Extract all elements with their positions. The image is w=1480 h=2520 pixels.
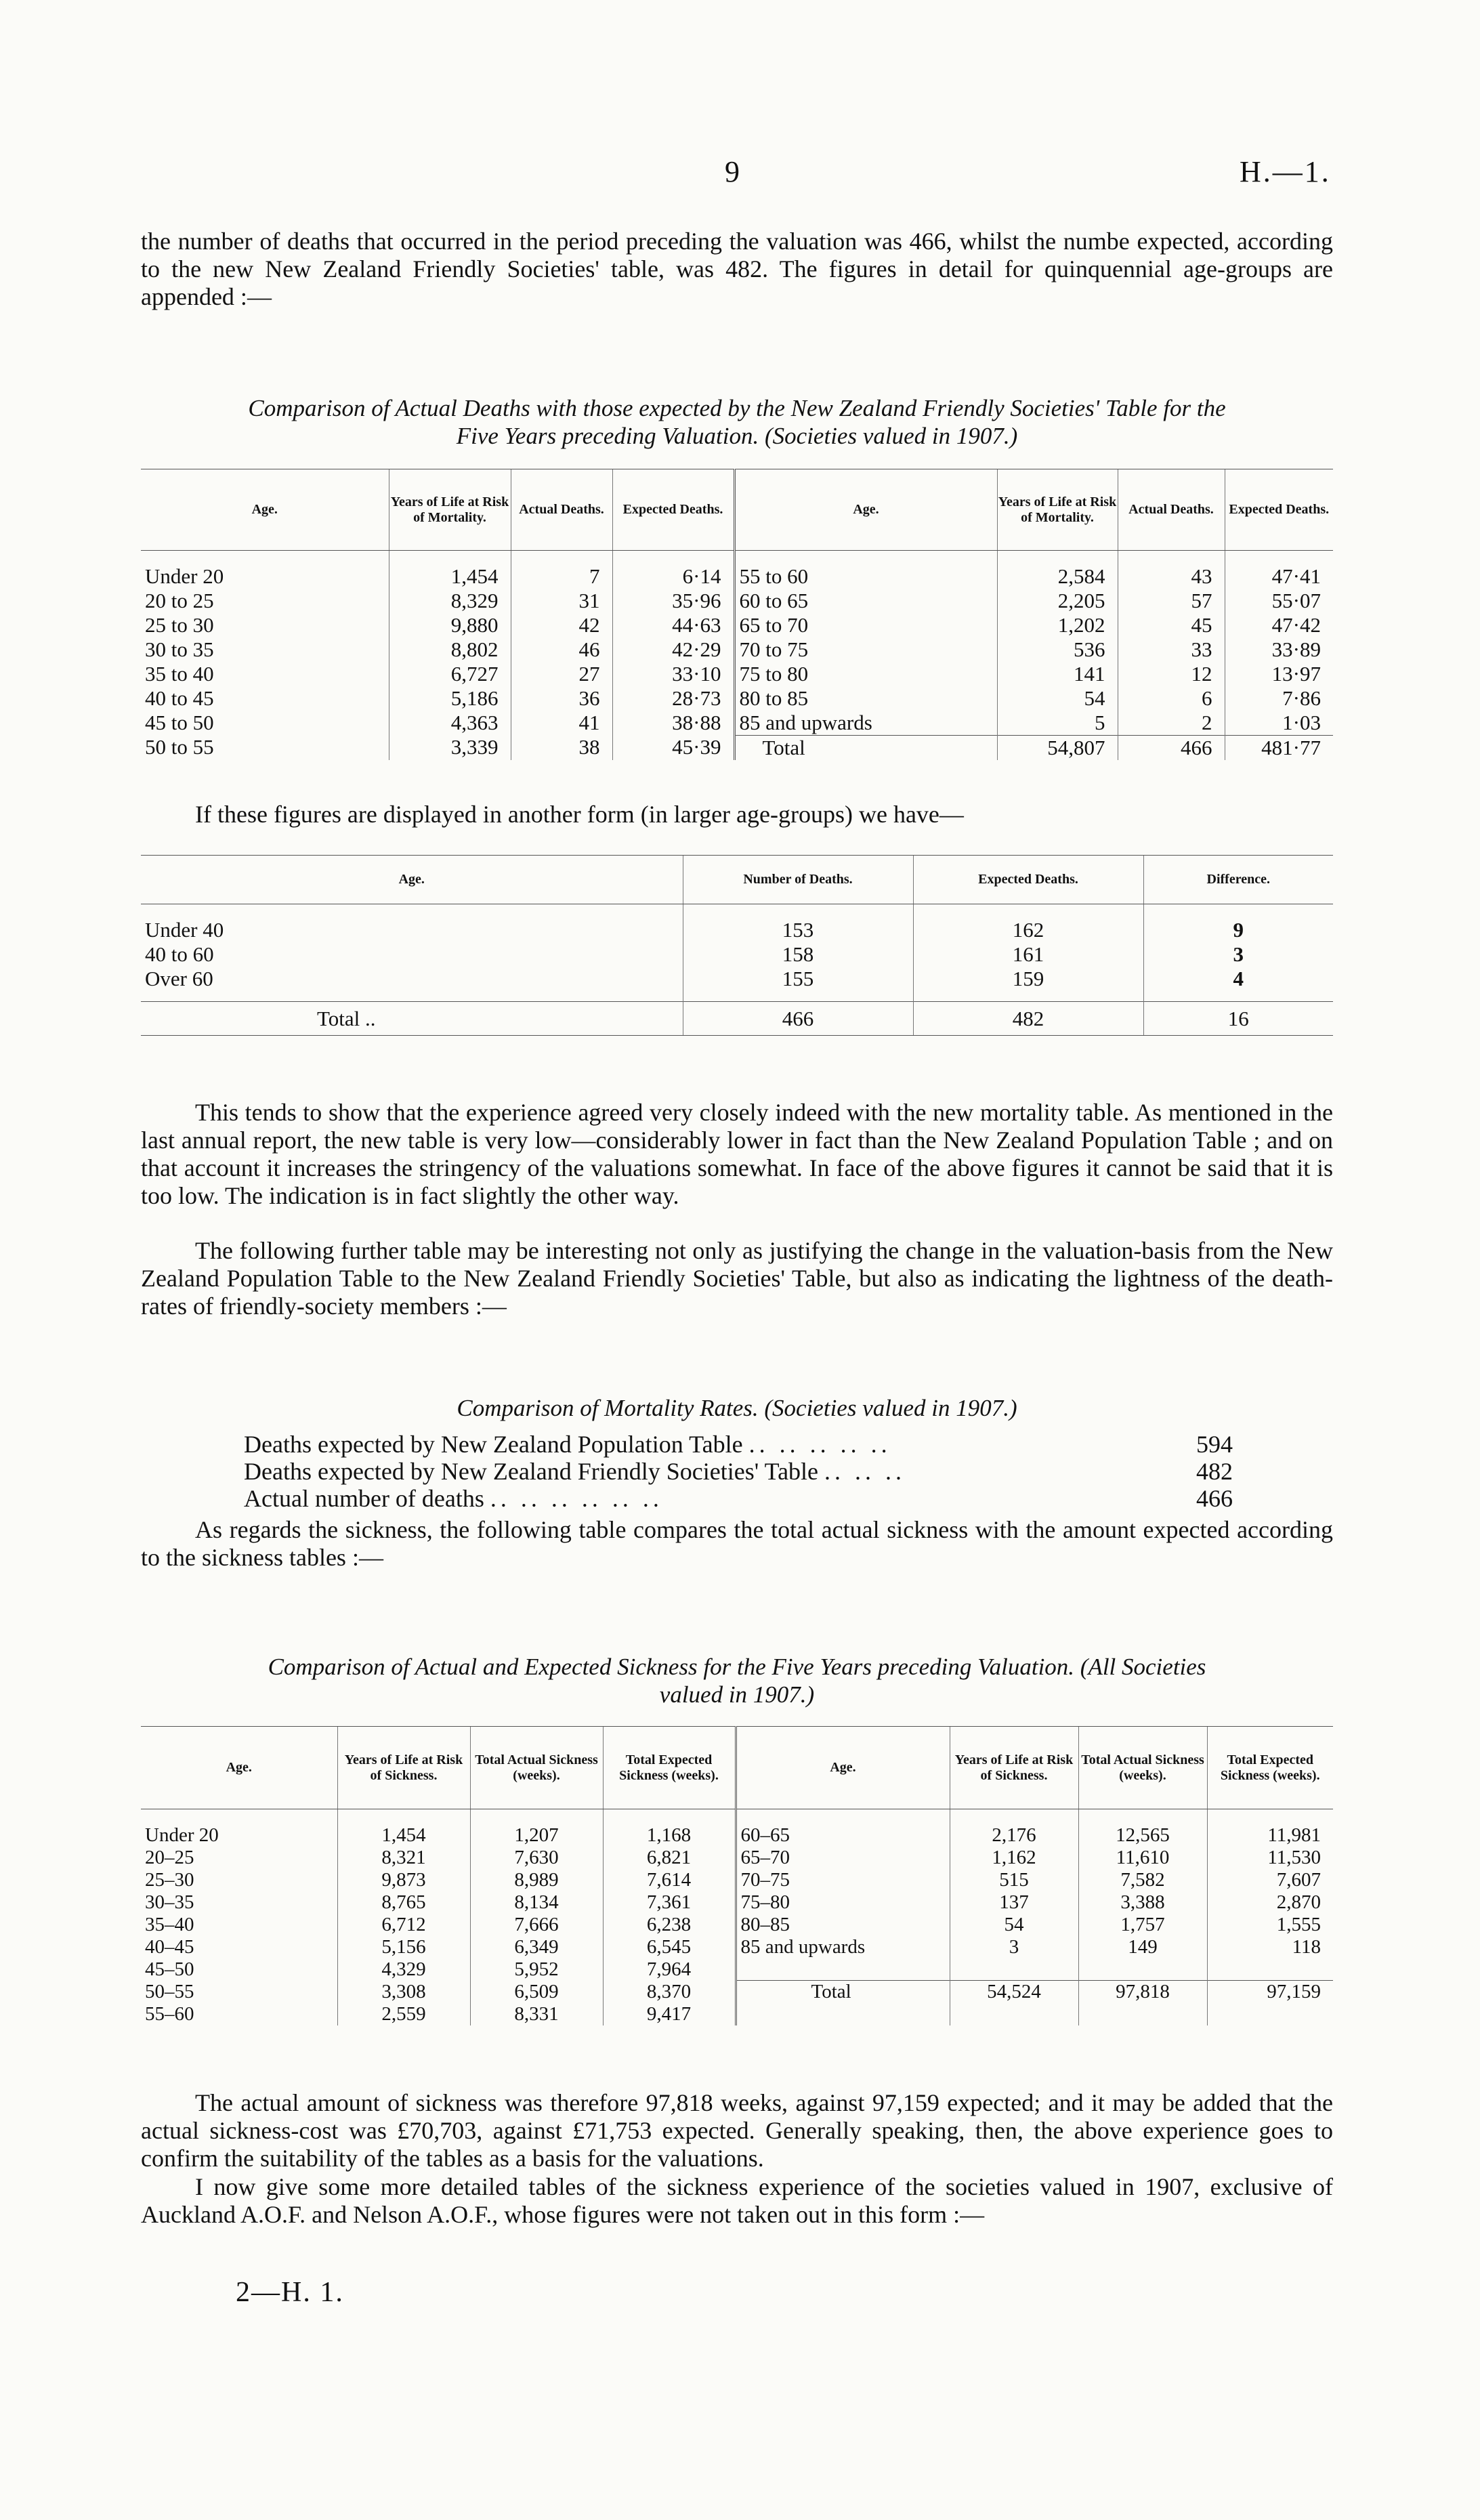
actual-cell: 7 bbox=[511, 564, 612, 589]
expected-cell: 6·14 bbox=[612, 564, 734, 589]
age-cell: 45–50 bbox=[145, 1958, 194, 1980]
years-cell: 2,205 bbox=[997, 589, 1118, 613]
leader-dots: .. .. .. .. .. bbox=[748, 1431, 891, 1458]
expected-cell: 47·42 bbox=[1225, 613, 1333, 637]
mortality-row bbox=[244, 1485, 1233, 1512]
age-cell: 45 to 50 bbox=[145, 710, 214, 734]
table3-caption-line2: valued in 1907.) bbox=[659, 1681, 815, 1708]
table-row bbox=[141, 1981, 1333, 2004]
age-cell: 25 to 30 bbox=[145, 612, 214, 637]
expected-cell: 1,168 bbox=[603, 1824, 736, 1847]
age-cell: Under 20 bbox=[145, 564, 224, 588]
age-cell: 25–30 bbox=[145, 1868, 194, 1891]
table3-header-years-right: Years of Life at Risk of Sickness. bbox=[950, 1727, 1078, 1809]
difference-cell: 4 bbox=[1143, 967, 1333, 991]
actual-cell: 57 bbox=[1118, 589, 1225, 613]
actual-cell: 31 bbox=[511, 589, 612, 613]
age-cell: 65–70 bbox=[736, 1847, 950, 1869]
expected-cell: 33·89 bbox=[1225, 637, 1333, 662]
actual-cell: 45 bbox=[1118, 613, 1225, 637]
table-row bbox=[141, 686, 1333, 711]
actual-cell: 36 bbox=[511, 686, 612, 711]
expected-cell: 6,545 bbox=[603, 1936, 736, 1958]
table1-caption-line2-text: Five Years preceding Valuation. bbox=[456, 423, 759, 449]
years-cell: 9,880 bbox=[389, 613, 511, 637]
expected-cell: 35·96 bbox=[612, 589, 734, 613]
years-cell: 54 bbox=[997, 686, 1118, 711]
actual-cell: 149 bbox=[1078, 1936, 1207, 1958]
actual-cell: 5,952 bbox=[470, 1958, 603, 1981]
table3-header-actual-left: Total Actual Sickness (weeks). bbox=[470, 1727, 603, 1809]
mortality-caption bbox=[141, 1394, 1333, 1422]
table1-header-years-left: Years of Life at Risk of Mortality. bbox=[389, 469, 511, 551]
years-cell: 4,329 bbox=[337, 1958, 470, 1981]
actual-cell: 6 bbox=[1118, 686, 1225, 711]
table-row bbox=[141, 2003, 1333, 2025]
table3-caption-line1: Comparison of Actual and Expected Sickness for the Five Years preceding Valuation. (All Societies bbox=[268, 1654, 1206, 1680]
age-cell: 30–35 bbox=[145, 1891, 194, 1913]
paragraph-further-table-text: The following further table may be interesting not only as justifying the change in the valuation-basis from the New Zealand Population Table to the New Zealand Friendly Societies' Table, but also as indicating the lightness of the death-rates of friendly-society members :— bbox=[141, 1237, 1333, 1320]
actual-cell: 1,207 bbox=[470, 1824, 603, 1847]
total-difference-cell: 16 bbox=[1143, 1002, 1333, 1036]
years-cell: 6,712 bbox=[337, 1914, 470, 1936]
actual-cell: 8,134 bbox=[470, 1891, 603, 1914]
total-actual-cell: 466 bbox=[1118, 735, 1225, 760]
years-cell: 8,321 bbox=[337, 1847, 470, 1869]
age-cell: 70 to 75 bbox=[734, 637, 997, 662]
age-cell: 65 to 70 bbox=[734, 613, 997, 637]
age-cell: 40 to 60 bbox=[145, 942, 214, 966]
actual-cell: 27 bbox=[511, 662, 612, 686]
expected-cell: 1,555 bbox=[1207, 1914, 1333, 1936]
expected-cell: 7,361 bbox=[603, 1891, 736, 1914]
table2-header-age: Age. bbox=[141, 856, 683, 904]
expected-cell: 162 bbox=[913, 918, 1143, 942]
expected-cell: 8,370 bbox=[603, 1981, 736, 2004]
actual-cell: 42 bbox=[511, 613, 612, 637]
expected-cell: 42·29 bbox=[612, 637, 734, 662]
actual-cell: 2 bbox=[1118, 711, 1225, 736]
years-cell: 1,454 bbox=[389, 564, 511, 589]
actual-cell: 12,565 bbox=[1078, 1824, 1207, 1847]
table1-caption bbox=[141, 394, 1333, 450]
expected-cell: 11,981 bbox=[1207, 1824, 1333, 1847]
age-cell: 75–80 bbox=[736, 1891, 950, 1914]
expected-cell: 7,614 bbox=[603, 1869, 736, 1891]
age-cell: 60 to 65 bbox=[734, 589, 997, 613]
age-groups-table bbox=[141, 855, 1333, 1036]
table1-header-expected-right: Expected Deaths. bbox=[1225, 469, 1333, 551]
table1-header-expected-left: Expected Deaths. bbox=[612, 469, 734, 551]
difference-cell: 3 bbox=[1143, 942, 1333, 967]
age-cell: 55 to 60 bbox=[734, 564, 997, 589]
footer-signature: 2—H. 1. bbox=[236, 2277, 344, 2308]
age-cell: Under 40 bbox=[145, 917, 224, 942]
actual-cell: 12 bbox=[1118, 662, 1225, 686]
table-row bbox=[141, 918, 1333, 942]
expected-cell: 161 bbox=[913, 942, 1143, 967]
years-cell: 3 bbox=[950, 1936, 1078, 1958]
table1-header-age-left: Age. bbox=[141, 469, 389, 551]
number-cell: 153 bbox=[683, 918, 913, 942]
total-label-cell: Total .. bbox=[141, 1002, 683, 1036]
table3-header-years-left: Years of Life at Risk of Sickness. bbox=[337, 1727, 470, 1809]
leader-dots: .. .. .. .. .. .. bbox=[490, 1485, 663, 1512]
mortality-caption-text: Comparison of Mortality Rates. bbox=[457, 1395, 759, 1421]
years-cell: 141 bbox=[997, 662, 1118, 686]
total-expected-cell: 482 bbox=[913, 1002, 1143, 1036]
table3-header-expected-left: Total Expected Sickness (weeks). bbox=[603, 1727, 736, 1809]
age-cell: 80–85 bbox=[736, 1914, 950, 1936]
actual-cell: 3,388 bbox=[1078, 1891, 1207, 1914]
years-cell: 5,186 bbox=[389, 686, 511, 711]
years-cell: 1,454 bbox=[337, 1824, 470, 1847]
years-cell: 137 bbox=[950, 1891, 1078, 1914]
table2-header-difference: Difference. bbox=[1143, 856, 1333, 904]
table-row bbox=[141, 564, 1333, 589]
years-cell: 536 bbox=[997, 637, 1118, 662]
years-cell: 2,559 bbox=[337, 2003, 470, 2025]
age-cell: 35–40 bbox=[145, 1913, 194, 1935]
years-cell: 8,765 bbox=[337, 1891, 470, 1914]
actual-cell: 1,757 bbox=[1078, 1914, 1207, 1936]
age-cell: 80 to 85 bbox=[734, 686, 997, 711]
table1-header-actual-right: Actual Deaths. bbox=[1118, 469, 1225, 551]
actual-cell: 7,666 bbox=[470, 1914, 603, 1936]
expected-cell: 55·07 bbox=[1225, 589, 1333, 613]
years-cell: 6,727 bbox=[389, 662, 511, 686]
table-row bbox=[141, 942, 1333, 967]
years-cell: 2,176 bbox=[950, 1824, 1078, 1847]
expected-cell: 47·41 bbox=[1225, 564, 1333, 589]
paragraph-experience bbox=[141, 1099, 1333, 1210]
expected-cell: 11,530 bbox=[1207, 1847, 1333, 1869]
paragraph-further-table bbox=[141, 1237, 1333, 1320]
table3-header-age-left: Age. bbox=[141, 1727, 337, 1809]
table-row bbox=[141, 637, 1333, 662]
years-cell: 8,802 bbox=[389, 637, 511, 662]
number-cell: 158 bbox=[683, 942, 913, 967]
table1-header-age-right: Age. bbox=[734, 469, 997, 551]
table1-caption-line1: Comparison of Actual Deaths with those expected by the New Zealand Friendly Societies' Table for the bbox=[248, 395, 1226, 421]
actual-cell: 33 bbox=[1118, 637, 1225, 662]
table1-header-actual-left: Actual Deaths. bbox=[511, 469, 612, 551]
years-cell: 1,202 bbox=[997, 613, 1118, 637]
years-cell: 8,329 bbox=[389, 589, 511, 613]
leader-dots: .. .. .. bbox=[824, 1458, 906, 1485]
total-label-cell: Total bbox=[734, 735, 997, 760]
expected-cell: 7,607 bbox=[1207, 1869, 1333, 1891]
actual-cell: 8,331 bbox=[470, 2003, 603, 2025]
table-row bbox=[141, 1891, 1333, 1914]
years-cell: 5 bbox=[997, 711, 1118, 736]
expected-cell: 6,238 bbox=[603, 1914, 736, 1936]
expected-cell: 28·73 bbox=[612, 686, 734, 711]
table3-header-expected-right: Total Expected Sickness (weeks). bbox=[1207, 1727, 1333, 1809]
expected-cell: 33·10 bbox=[612, 662, 734, 686]
actual-cell: 11,610 bbox=[1078, 1847, 1207, 1869]
years-cell: 3,308 bbox=[337, 1981, 470, 2004]
paragraph-sickness-intro bbox=[141, 1516, 1333, 1572]
total-years-cell: 54,524 bbox=[950, 1981, 1078, 2004]
table-row bbox=[141, 589, 1333, 613]
expected-cell: 159 bbox=[913, 967, 1143, 991]
mortality-row-value: 482 bbox=[1196, 1458, 1233, 1485]
age-cell: 50 to 55 bbox=[145, 735, 214, 759]
total-expected-cell: 481·77 bbox=[1225, 735, 1333, 760]
table-row bbox=[141, 711, 1333, 736]
actual-cell: 41 bbox=[511, 711, 612, 736]
expected-cell: 38·88 bbox=[612, 711, 734, 736]
years-cell: 4,363 bbox=[389, 711, 511, 736]
difference-cell: 9 bbox=[1143, 918, 1333, 942]
expected-cell: 9,417 bbox=[603, 2003, 736, 2025]
table-row bbox=[141, 1824, 1333, 1847]
table-row bbox=[141, 662, 1333, 686]
years-cell: 9,873 bbox=[337, 1869, 470, 1891]
table-row bbox=[141, 967, 1333, 991]
paragraph-sickness-result-text: The actual amount of sickness was therefore 97,818 weeks, against 97,159 expected; and it may be added that the actual sickness-cost was £70,703, against £71,753 expected. Generally speaking, then, the above experience goes to confirm the suitability of the tables as a basis for the valuations. bbox=[141, 2089, 1333, 2172]
mortality-row-label: Deaths expected by New Zealand Population Table bbox=[244, 1431, 743, 1458]
age-cell: 60–65 bbox=[736, 1824, 950, 1847]
expected-cell: 1·03 bbox=[1225, 711, 1333, 736]
age-cell: 30 to 35 bbox=[145, 637, 214, 661]
expected-cell: 45·39 bbox=[612, 735, 734, 760]
mortality-row-label: Actual number of deaths bbox=[244, 1485, 484, 1512]
actual-cell: 6,509 bbox=[470, 1981, 603, 2004]
table-row bbox=[141, 735, 1333, 760]
table-row bbox=[141, 1958, 1333, 1981]
age-cell: 70–75 bbox=[736, 1869, 950, 1891]
expected-cell: 13·97 bbox=[1225, 662, 1333, 686]
age-cell: 85 and upwards bbox=[736, 1936, 950, 1958]
table1-caption-tag: (Societies valued in 1907.) bbox=[765, 423, 1018, 449]
expected-cell: 7,964 bbox=[603, 1958, 736, 1981]
intro-paragraph: the number of deaths that occurred in the period preceding the valuation was 466, whilst the numbe expected, according to the new New Zealand Friendly Societies' table, was 482. The figures in detail for quinquennial age-groups are appended :— bbox=[141, 228, 1333, 310]
mortality-comparison bbox=[244, 1431, 1233, 1512]
paragraph-detailed-tables-text: I now give some more detailed tables of the sickness experience of the societies valued in 1907, exclusive of Auckland A.O.F. and Nelson A.O.F., whose figures were not taken out in this form :— bbox=[141, 2173, 1333, 2228]
age-cell: Over 60 bbox=[145, 966, 213, 990]
mortality-row bbox=[244, 1458, 1233, 1485]
years-cell: 2,584 bbox=[997, 564, 1118, 589]
total-years-cell: 54,807 bbox=[997, 735, 1118, 760]
age-cell: 55–60 bbox=[145, 2003, 194, 2025]
total-actual-cell: 97,818 bbox=[1078, 1981, 1207, 2004]
age-cell: 50–55 bbox=[145, 1980, 194, 2002]
paragraph-experience-text: This tends to show that the experience agreed very closely indeed with the new mortality table. As mentioned in the last annual report, the new table is very low—considerably lower in fact than the New Zealand Population Table ; and on that account it increases the stringency of the valuations somewhat. In face of the above figures it cannot be said that it is too low. The indication is in fact slightly the other way. bbox=[141, 1099, 1333, 1209]
paragraph-detailed-tables bbox=[141, 2173, 1333, 2229]
age-cell: 20–25 bbox=[145, 1846, 194, 1868]
mortality-row bbox=[244, 1431, 1233, 1458]
paragraph-sickness-intro-text: As regards the sickness, the following table compares the total actual sickness with the amount expected according to the sickness tables :— bbox=[141, 1516, 1333, 1571]
mortality-row-label: Deaths expected by New Zealand Friendly Societies' Table bbox=[244, 1458, 819, 1485]
expected-cell: 2,870 bbox=[1207, 1891, 1333, 1914]
actual-cell: 43 bbox=[1118, 564, 1225, 589]
actual-cell: 46 bbox=[511, 637, 612, 662]
document-reference: H.—1. bbox=[1240, 155, 1331, 188]
age-cell: 85 and upwards bbox=[734, 711, 997, 736]
total-row bbox=[141, 1002, 1333, 1036]
actual-cell: 38 bbox=[511, 735, 612, 760]
years-cell: 54 bbox=[950, 1914, 1078, 1936]
mortality-caption-tag: (Societies valued in 1907.) bbox=[764, 1395, 1017, 1421]
table1-header-years-right: Years of Life at Risk of Mortality. bbox=[997, 469, 1118, 551]
table-row bbox=[141, 1869, 1333, 1891]
age-cell: 40 to 45 bbox=[145, 686, 214, 710]
table3-caption bbox=[141, 1653, 1333, 1708]
table3-header-age-right: Age. bbox=[736, 1727, 950, 1809]
total-label-cell: Total bbox=[736, 1981, 950, 2004]
table-row bbox=[141, 1847, 1333, 1869]
years-cell: 5,156 bbox=[337, 1936, 470, 1958]
age-cell: Under 20 bbox=[145, 1824, 219, 1846]
table1-caption-line2 bbox=[141, 422, 1333, 450]
years-cell: 3,339 bbox=[389, 735, 511, 760]
sickness-table bbox=[141, 1726, 1333, 2025]
years-cell: 515 bbox=[950, 1869, 1078, 1891]
actual-cell: 6,349 bbox=[470, 1936, 603, 1958]
expected-cell: 118 bbox=[1207, 1936, 1333, 1958]
actual-cell: 7,582 bbox=[1078, 1869, 1207, 1891]
age-cell: 40–45 bbox=[145, 1935, 194, 1958]
deaths-table bbox=[141, 469, 1333, 760]
expected-cell: 44·63 bbox=[612, 613, 734, 637]
actual-cell: 8,989 bbox=[470, 1869, 603, 1891]
table-row bbox=[141, 1936, 1333, 1958]
table-row bbox=[141, 613, 1333, 637]
age-cell: 35 to 40 bbox=[145, 661, 214, 686]
total-expected-cell: 97,159 bbox=[1207, 1981, 1333, 2004]
page-number: 9 bbox=[725, 155, 740, 188]
table2-header-expected: Expected Deaths. bbox=[913, 856, 1143, 904]
mortality-row-value: 466 bbox=[1196, 1485, 1233, 1512]
table3-header-actual-right: Total Actual Sickness (weeks). bbox=[1078, 1727, 1207, 1809]
number-cell: 155 bbox=[683, 967, 913, 991]
table2-header-number: Number of Deaths. bbox=[683, 856, 913, 904]
paragraph-sickness-result bbox=[141, 2089, 1333, 2172]
total-number-cell: 466 bbox=[683, 1002, 913, 1036]
mid-text: If these figures are displayed in another form (in larger age-groups) we have— bbox=[195, 801, 964, 828]
age-cell: 20 to 25 bbox=[145, 588, 214, 612]
mortality-row-value: 594 bbox=[1196, 1431, 1233, 1458]
expected-cell: 6,821 bbox=[603, 1847, 736, 1869]
years-cell: 1,162 bbox=[950, 1847, 1078, 1869]
actual-cell: 7,630 bbox=[470, 1847, 603, 1869]
expected-cell: 7·86 bbox=[1225, 686, 1333, 711]
table-row bbox=[141, 1914, 1333, 1936]
age-cell: 75 to 80 bbox=[734, 662, 997, 686]
